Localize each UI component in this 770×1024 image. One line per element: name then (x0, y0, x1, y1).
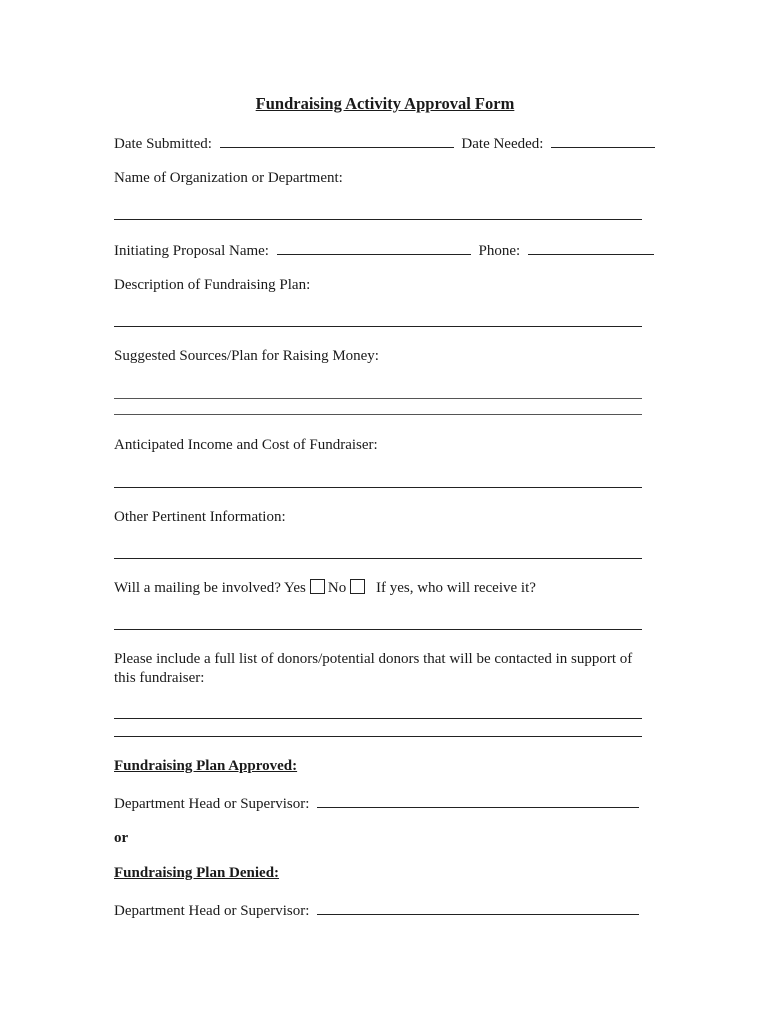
sources-label: Suggested Sources/Plan for Raising Money: (114, 348, 379, 364)
who-receive-label: If yes, who will receive it? (375, 580, 536, 596)
yes-checkbox[interactable] (310, 579, 325, 594)
phone-field[interactable] (528, 240, 654, 255)
no-checkbox[interactable] (350, 579, 365, 594)
org-field-line[interactable] (114, 219, 642, 220)
form-title: Fundraising Activity Approval Form (255, 94, 515, 113)
other-label: Other Pertinent Information: (114, 509, 286, 525)
denied-signature-row (114, 900, 639, 920)
denied-heading: Fundraising Plan Denied: (114, 865, 280, 881)
income-field-line[interactable] (114, 487, 642, 488)
date-submitted-field[interactable] (220, 133, 454, 148)
org-label: Name of Organization or Department: (114, 170, 343, 186)
initiating-label: Initiating Proposal Name: (114, 243, 269, 259)
approved-signature-row (114, 793, 639, 813)
approved-signature-label: Department Head or Supervisor: (114, 796, 310, 812)
donors-field-line-1[interactable] (114, 718, 642, 719)
sources-field-line-2[interactable] (114, 414, 642, 415)
no-label: No (327, 580, 347, 596)
mailing-row (114, 579, 536, 597)
description-field-line[interactable] (114, 326, 642, 327)
other-field-line[interactable] (114, 558, 642, 559)
date-needed-field[interactable] (551, 133, 655, 148)
approved-signature-field[interactable] (317, 793, 639, 808)
date-submitted-row (114, 133, 655, 153)
date-submitted-label: Date Submitted: (114, 136, 212, 152)
income-label: Anticipated Income and Cost of Fundraiser: (114, 437, 378, 453)
initiating-field[interactable] (277, 240, 471, 255)
approved-heading: Fundraising Plan Approved: (114, 758, 298, 774)
donors-label: Please include a full list of donors/potential donors that will be contacted in support of this fundraiser: (114, 651, 633, 686)
donors-field-line-2[interactable] (114, 736, 642, 737)
phone-label: Phone: (478, 243, 521, 259)
description-label: Description of Fundraising Plan: (114, 277, 311, 293)
initiating-row (114, 240, 654, 260)
mailing-label: Will a mailing be involved? Yes (114, 580, 306, 596)
date-needed-label: Date Needed: (461, 136, 544, 152)
denied-signature-label: Department Head or Supervisor: (114, 903, 310, 919)
mailing-field-line[interactable] (114, 629, 642, 630)
sources-field-line-1[interactable] (114, 398, 642, 399)
denied-signature-field[interactable] (317, 900, 639, 915)
or-label: or (114, 830, 129, 846)
